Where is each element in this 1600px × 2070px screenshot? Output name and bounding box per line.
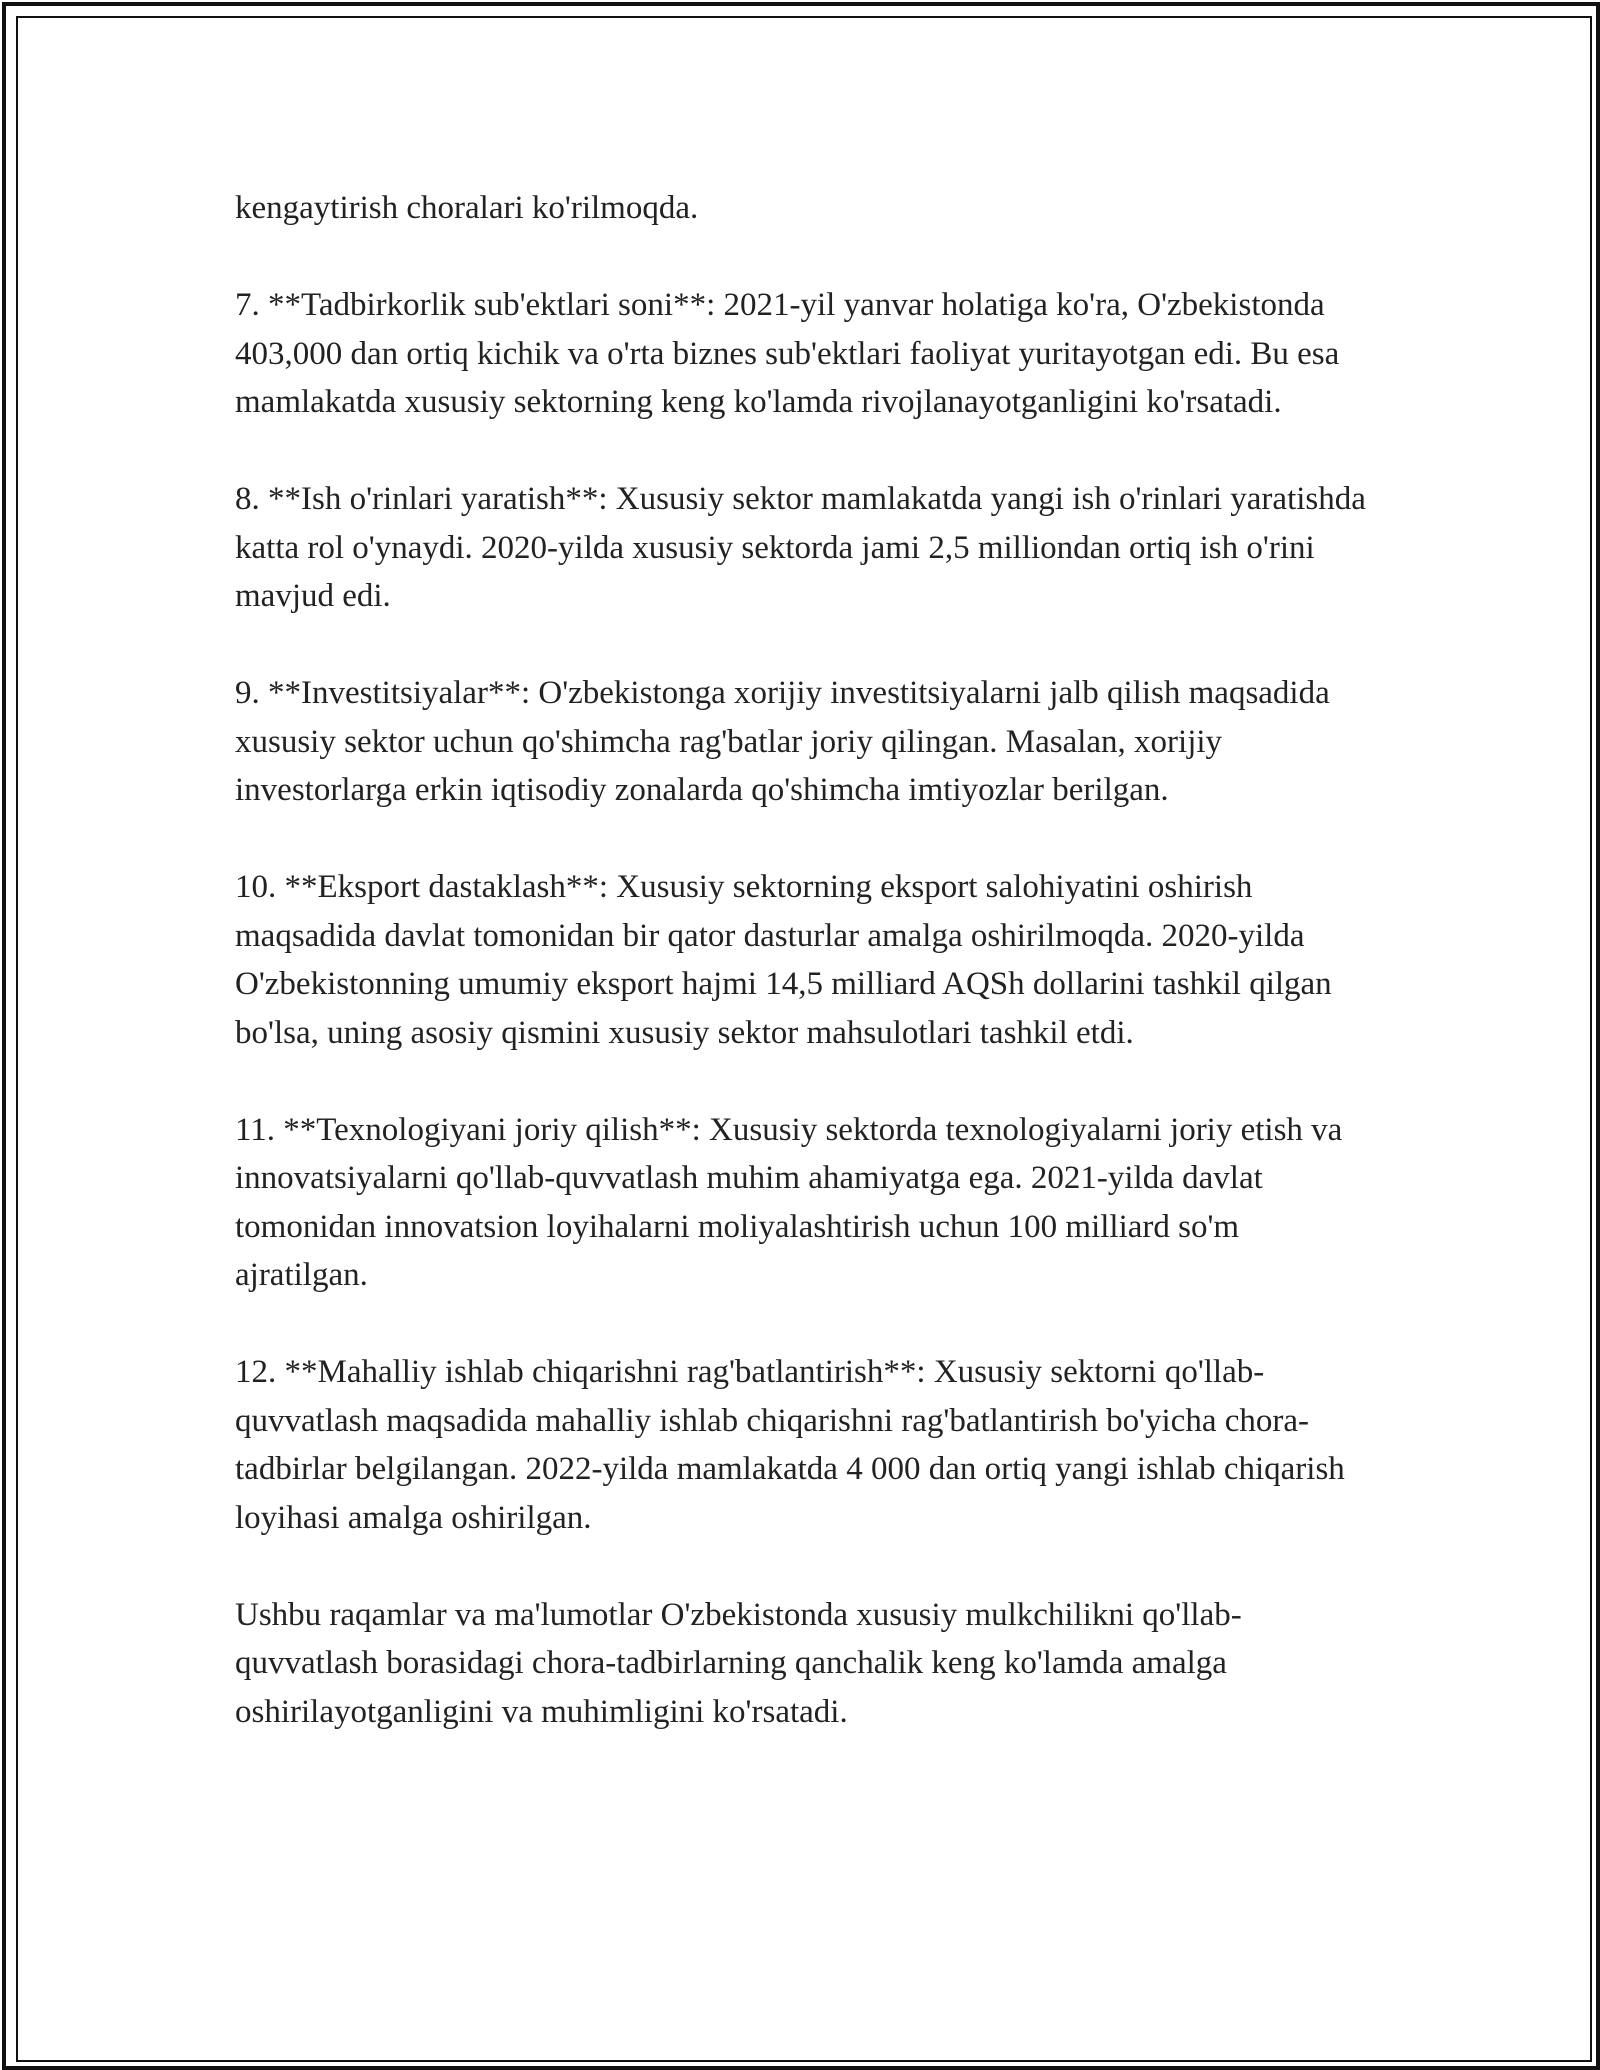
paragraph-continuation: kengaytirish choralari ko'rilmoqda. [235,190,699,226]
paragraph-conclusion: Ushbu raqamlar va ma'lumotlar O'zbekistonda xususiy mulkchilikni qo'llab-quvvatlash borasidagi chora-tadbirlarning qanchalik keng ko'lamda amalga oshirilayotganligini va muhimligini ko'rsatadi. [235,1596,1242,1730]
paragraph-item-8: 8. **Ish o'rinlari yaratish**: Xususiy sektor mamlakatda yangi ish o'rinlari yaratishda katta rol o'ynaydi. 2020-yilda xususiy sektorda jami 2,5 milliondan ortiq ish o'rini mavjud edi. [235,481,1366,614]
paragraph-item-9: 9. **Investitsiyalar**: O'zbekistonga xorijiy investitsiyalarni jalb qilish maqsadida xususiy sektor uchun qo'shimcha rag'batlar joriy qilingan. Masalan, xorijiy investorlarga erkin iqtisodiy zonalarda qo'shimcha imtiyozlar berilgan. [235,675,1330,808]
document-body [235,184,1380,1736]
paragraph-item-7: 7. **Tadbirkorlik sub'ektlari soni**: 2021-yil yanvar holatiga ko'ra, O'zbekistonda 403,000 dan ortiq kichik va o'rta biznes sub'ektlari faoliyat yuritayotgan edi. Bu esa mamlakatda xususiy sektorning keng ko'lamda rivojlanayotganligini ko'rsatadi. [235,287,1340,420]
paragraph-item-12: 12. **Mahalliy ishlab chiqarishni rag'batlantirish**: Xususiy sektorni qo'llab-quvvatlash maqsadida mahalliy ishlab chiqarishni rag'batlantirish bo'yicha chora-tadbirlar belgilangan. 2022-yilda mamlakatda 4 000 dan ortiq yangi ishlab chiqarish loyihasi amalga oshirilgan. [235,1354,1345,1536]
paragraph-item-11: 11. **Texnologiyani joriy qilish**: Xususiy sektorda texnologiyalarni joriy etish va innovatsiyalarni qo'llab-quvvatlash muhim ahamiyatga ega. 2021-yilda davlat tomonidan innovatsion loyihalarni moliyalashtirish uchun 100 milliard so'm ajratilgan. [235,1111,1343,1293]
paragraph-item-10: 10. **Eksport dastaklash**: Xususiy sektorning eksport salohiyatini oshirish maqsadida davlat tomonidan bir qator dasturlar amalga oshirilmoqda. 2020-yilda O'zbekistonning umumiy eksport hajmi 14,5 milliard AQSh dollarini tashkil qilgan bo'lsa, uning asosiy qismini xususiy sektor mahsulotlari tashkil etdi. [235,869,1332,1051]
